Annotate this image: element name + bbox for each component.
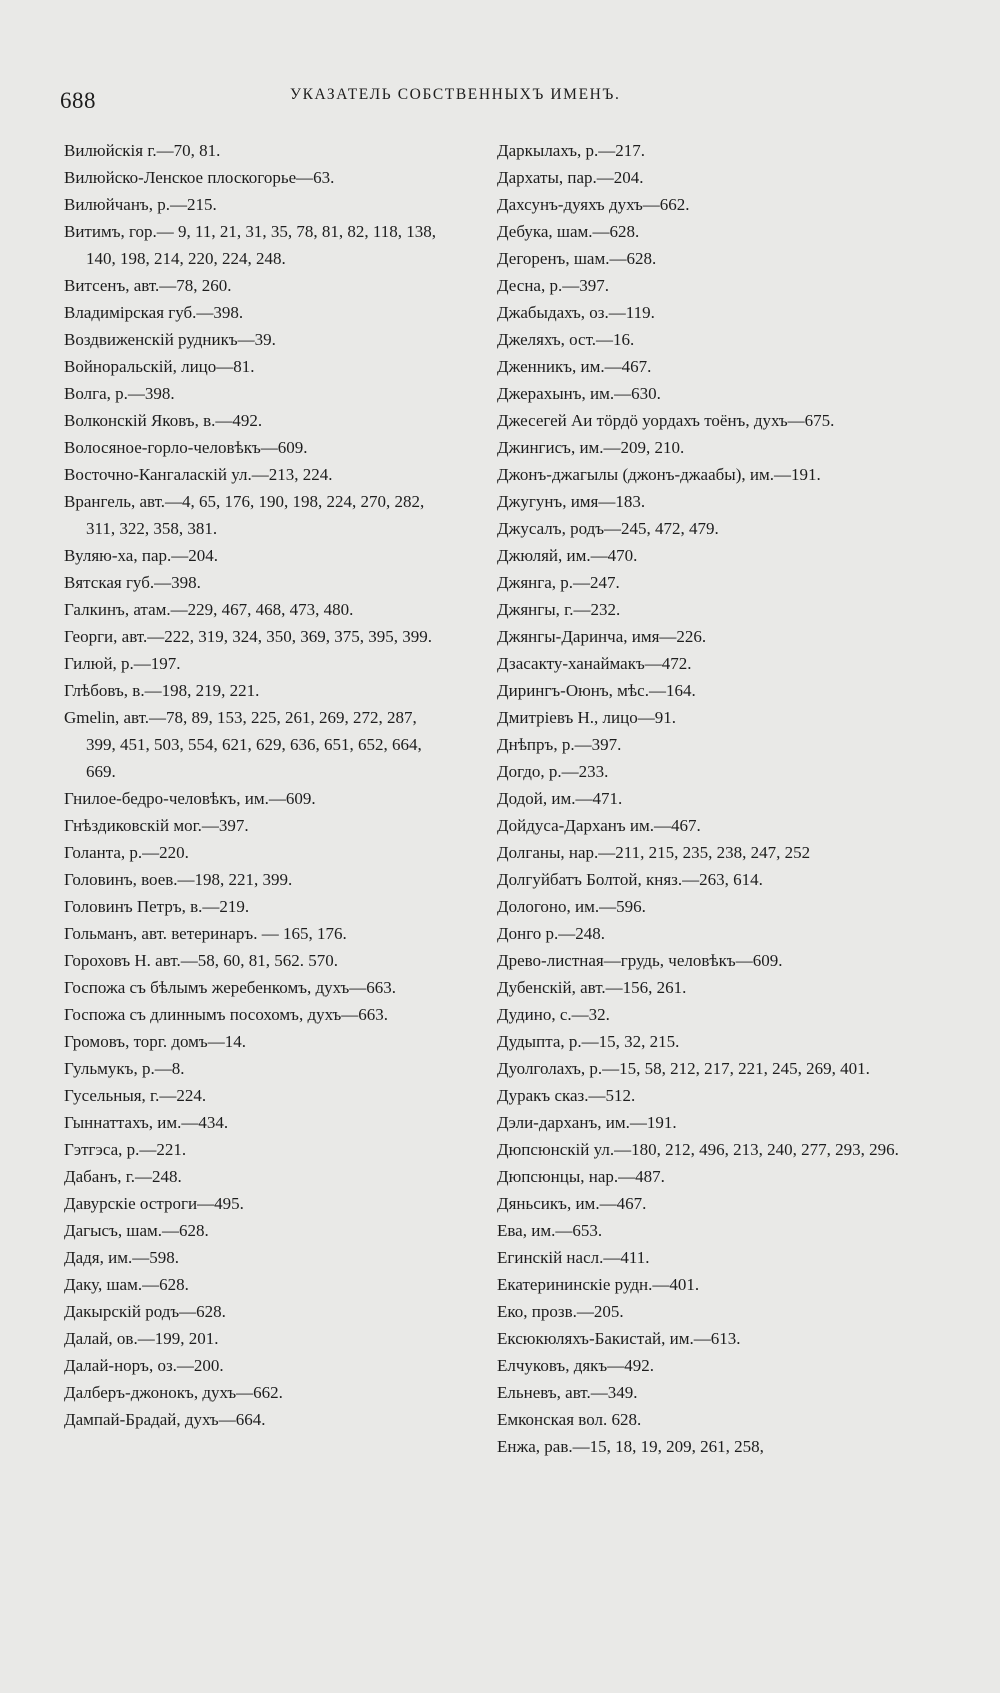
index-entry: Давурскіе остроги—495. — [64, 1194, 244, 1213]
index-entry: Дологоно, им.—596. — [497, 897, 646, 916]
index-entry: Екатерининскіе рудн.—401. — [497, 1275, 700, 1294]
index-entry: Гусельныя, г.—224. — [64, 1086, 207, 1105]
index-entry: Дуракъ сказ.—512. — [497, 1086, 636, 1105]
index-entry: Вилюйчанъ, р.—215. — [64, 195, 217, 214]
index-entry: Далберъ-джонокъ, духъ—662. — [64, 1383, 283, 1402]
index-entry: Дойдуса-Дарханъ им.—467. — [497, 816, 701, 835]
index-entry: Дюпсюнскій ул.—180, 212, 496, 213, 240, 277, 293, 296. — [497, 1140, 899, 1159]
index-entry: Дампай-Брадай, духъ—664. — [64, 1410, 266, 1429]
index-entry: Дирингъ-Оюнъ, мѣс.—164. — [497, 681, 696, 700]
index-entry: Древо-листная—грудь, человѣкъ—609. — [497, 951, 783, 970]
index-entry: Дмитріевъ Н., лицо—91. — [497, 708, 676, 727]
index-entry: Ексюкюляхъ-Бакистай, им.—613. — [497, 1329, 741, 1348]
index-entry: Джянгы, г.—232. — [497, 600, 621, 619]
index-entry: Дюпсюнцы, нар.—487. — [497, 1167, 665, 1186]
page-number: 688 — [60, 88, 96, 113]
index-entry: Гэтгэса, р.—221. — [64, 1140, 187, 1159]
index-entry: Дуолголахъ, р.—15, 58, 212, 217, 221, 245, 269, 401. — [497, 1059, 870, 1078]
index-entry: Джюляй, им.—470. — [497, 546, 638, 565]
index-entry: Глѣбовъ, в.—198, 219, 221. — [64, 681, 260, 700]
index-entry: Ева, им.—653. — [497, 1221, 603, 1240]
index-entry: Гыннаттахъ, им.—434. — [64, 1113, 229, 1132]
index-entry: Госпожа съ бѣлымъ жеребенкомъ, духъ—663. — [64, 978, 397, 997]
index-entry: Витсенъ, авт.—78, 260. — [64, 276, 232, 295]
index-entry: Дакырскій родъ—628. — [64, 1302, 226, 1321]
index-entry: Дудино, с.—32. — [497, 1005, 610, 1024]
index-entry: Джесегей Аи тöрдö уордахъ тоёнъ, духъ—675. — [497, 411, 835, 430]
index-entry: Gmelin, авт.—78, 89, 153, 225, 261, 269, 272, 287, 399, 451, 503, 554, 621, 629, 636, 651, 652, 664, 669. — [64, 708, 422, 781]
index-entry: Гульмукъ, р.—8. — [64, 1059, 185, 1078]
index-entry: Георги, авт.—222, 319, 324, 350, 369, 375, 395, 399. — [64, 627, 432, 646]
index-entry: Гнилое-бедро-человѣкъ, им.—609. — [64, 789, 316, 808]
index-entry: Днѣпръ, р.—397. — [497, 735, 622, 754]
index-entry: Десна, р.—397. — [497, 276, 609, 295]
index-entry: Дегоренъ, шам.—628. — [497, 249, 657, 268]
index-entry: Дархаты, пар.—204. — [497, 168, 644, 187]
index-entry: Вилюйскія г.—70, 81. — [64, 141, 221, 160]
index-column-right — [497, 137, 901, 1460]
index-entry: Дахсунъ-дуяхъ духъ—662. — [497, 195, 690, 214]
index-entry: Дагысъ, шам.—628. — [64, 1221, 209, 1240]
index-entry: Догдо, р.—233. — [497, 762, 609, 781]
index-entry: Волконскій Яковъ, в.—492. — [64, 411, 263, 430]
index-entry: Головинъ, воев.—198, 221, 399. — [64, 870, 293, 889]
index-entry: Гилюй, р.—197. — [64, 654, 181, 673]
index-entry: Головинъ Петръ, в.—219. — [64, 897, 250, 916]
index-entry: Волосяное-горло-человѣкъ—609. — [64, 438, 308, 457]
index-entry: Гороховъ Н. авт.—58, 60, 81, 562. 570. — [64, 951, 338, 970]
index-entry: Дэли-дарханъ, им.—191. — [497, 1113, 677, 1132]
index-entry: Даку, шам.—628. — [64, 1275, 189, 1294]
index-entry: Дебука, шам.—628. — [497, 222, 640, 241]
index-entry: Громовъ, торг. домъ—14. — [64, 1032, 246, 1051]
index-entry: Джерахынъ, им.—630. — [497, 384, 661, 403]
index-entry: Вуляю-ха, пар.—204. — [64, 546, 218, 565]
index-entry: Вилюйско-Ленское плоскогорье—63. — [64, 168, 335, 187]
index-entry: Джонъ-джагылы (джонъ-джаабы), им.—191. — [497, 465, 821, 484]
index-entry: Додой, им.—471. — [497, 789, 623, 808]
index-entry: Долганы, нар.—211, 215, 235, 238, 247, 252 — [497, 843, 811, 862]
index-entry: Врангель, авт.—4, 65, 176, 190, 198, 224, 270, 282, 311, 322, 358, 381. — [64, 492, 425, 538]
index-entry: Госпожа съ длиннымъ посохомъ, духъ—663. — [64, 1005, 389, 1024]
index-entry: Джусалъ, родъ—245, 472, 479. — [497, 519, 719, 538]
index-entry: Галкинъ, атам.—229, 467, 468, 473, 480. — [64, 600, 354, 619]
index-entry: Дзасакту-ханаймакъ—472. — [497, 654, 692, 673]
index-entry: Восточно-Кангаласкій ул.—213, 224. — [64, 465, 333, 484]
index-entry: Голанта, р.—220. — [64, 843, 189, 862]
index-entry: Джугунъ, имя—183. — [497, 492, 646, 511]
index-entry: Ельневъ, авт.—349. — [497, 1383, 638, 1402]
index-entry: Гнѣздиковскій мог.—397. — [64, 816, 249, 835]
index-entry: Джянга, р.—247. — [497, 573, 620, 592]
running-title: УКАЗАТЕЛЬ СОБСТВЕННЫХЪ ИМЕНЪ. — [290, 86, 621, 103]
index-entry: Гольманъ, авт. ветеринаръ. — 165, 176. — [64, 924, 347, 943]
index-entry: Енжа, рав.—15, 18, 19, 209, 261, 258, — [497, 1437, 764, 1456]
index-entry: Далай-норъ, оз.—200. — [64, 1356, 224, 1375]
index-entry: Донго р.—248. — [497, 924, 605, 943]
index-entry: Витимъ, гор.— 9, 11, 21, 31, 35, 78, 81, 82, 118, 138, 140, 198, 214, 220, 224, 248. — [64, 222, 437, 268]
index-entry: Джянгы-Даринча, имя—226. — [497, 627, 707, 646]
index-entry: Вятская губ.—398. — [64, 573, 201, 592]
index-entry: Дубенскій, авт.—156, 261. — [497, 978, 687, 997]
index-entry: Дадя, им.—598. — [64, 1248, 179, 1267]
index-entry: Джингисъ, им.—209, 210. — [497, 438, 685, 457]
index-entry: Даркылахъ, р.—217. — [497, 141, 645, 160]
index-column-left — [64, 137, 450, 1433]
index-entry: Дяньсикъ, им.—467. — [497, 1194, 647, 1213]
index-entry: Далай, ов.—199, 201. — [64, 1329, 219, 1348]
index-entry: Дудыпта, р.—15, 32, 215. — [497, 1032, 680, 1051]
index-entry: Джеляхъ, ост.—16. — [497, 330, 635, 349]
index-entry: Еко, прозв.—205. — [497, 1302, 624, 1321]
index-entry: Владимірская губ.—398. — [64, 303, 244, 322]
index-entry: Джабыдахъ, оз.—119. — [497, 303, 655, 322]
index-entry: Долгуйбатъ Болтой, княз.—263, 614. — [497, 870, 763, 889]
index-entry: Егинскій насл.—411. — [497, 1248, 650, 1267]
index-entry: Войноральскій, лицо—81. — [64, 357, 255, 376]
index-entry: Дженникъ, им.—467. — [497, 357, 652, 376]
index-entry: Елчуковъ, дякъ—492. — [497, 1356, 654, 1375]
index-entry: Дабанъ, г.—248. — [64, 1167, 182, 1186]
index-entry: Волга, р.—398. — [64, 384, 175, 403]
index-entry: Емконская вол. 628. — [497, 1410, 642, 1429]
index-entry: Воздвиженскій рудникъ—39. — [64, 330, 276, 349]
